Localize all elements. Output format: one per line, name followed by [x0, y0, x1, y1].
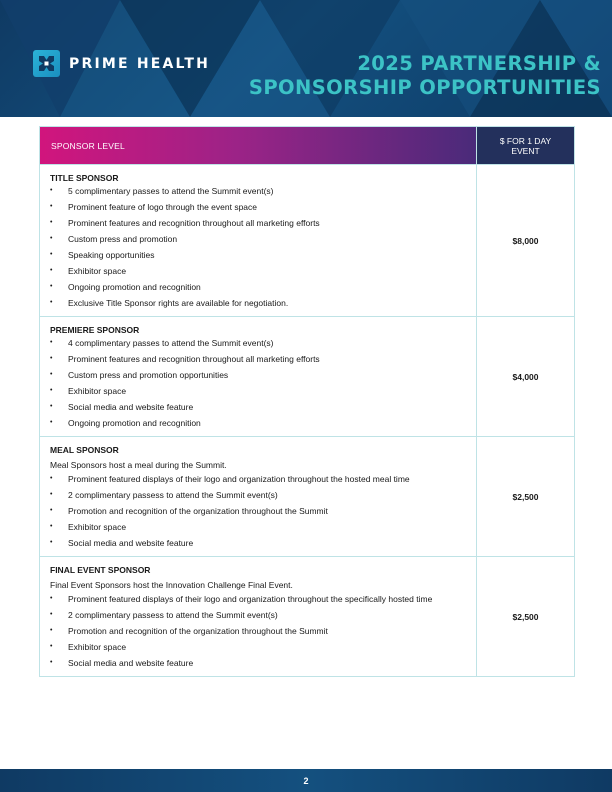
sponsor-description-cell [40, 557, 476, 676]
list-item: • Custom press and promotion [50, 234, 466, 244]
benefit-list [50, 594, 466, 668]
benefit-list [50, 186, 466, 308]
list-item: • Ongoing promotion and recognition [50, 282, 466, 292]
sponsor-description-cell [40, 317, 476, 436]
plus-cross-icon [33, 50, 60, 77]
list-item: • 5 complimentary passes to attend the Summit event(s) [50, 186, 466, 196]
list-item: • Exclusive Title Sponsor rights are available for negotiation. [50, 298, 466, 308]
list-item: • Exhibitor space [50, 642, 466, 652]
sponsor-price: $8,000 [476, 165, 574, 316]
list-item: • Exhibitor space [50, 266, 466, 276]
sponsor-level-title: FINAL EVENT SPONSOR [50, 565, 151, 575]
sponsor-intro: Final Event Sponsors host the Innovation Challenge Final Event. [50, 580, 293, 590]
list-item: • Prominent featured displays of their logo and organization throughout the specifically hosted time [50, 594, 466, 604]
sponsor-level-title: PREMIERE SPONSOR [50, 325, 140, 335]
sponsor-price: $4,000 [476, 317, 574, 436]
sponsor-description-cell [40, 437, 476, 556]
table-header-row [40, 127, 574, 164]
column-header-sponsor-level: SPONSOR LEVEL [40, 127, 476, 164]
list-item: • Speaking opportunities [50, 250, 466, 260]
page-title-line-1: 2025 PARTNERSHIP & [357, 52, 601, 75]
sponsor-level-title: MEAL SPONSOR [50, 445, 119, 455]
table-row [40, 556, 574, 676]
list-item: • Social media and website feature [50, 402, 466, 412]
page-title-line-2: SPONSORSHIP OPPORTUNITIES [248, 76, 601, 99]
table-row [40, 436, 574, 556]
list-item: • Ongoing promotion and recognition [50, 418, 466, 428]
table-row [40, 316, 574, 436]
brand-logo [33, 50, 210, 77]
list-item: • Custom press and promotion opportunities [50, 370, 466, 380]
page-title [249, 52, 601, 100]
list-item: • 2 complimentary passess to attend the Summit event(s) [50, 610, 466, 620]
page-footer [0, 769, 612, 792]
sponsor-price: $2,500 [476, 437, 574, 556]
list-item: • Prominent featured displays of their logo and organization throughout the hosted meal time [50, 474, 466, 484]
list-item: • Social media and website feature [50, 538, 466, 548]
sponsor-level-title: TITLE SPONSOR [50, 173, 119, 183]
sponsorship-table [39, 126, 575, 677]
benefit-list [50, 474, 466, 548]
list-item: • 2 complimentary passess to attend the Summit event(s) [50, 490, 466, 500]
sponsor-price: $2,500 [476, 557, 574, 676]
sponsor-description-cell [40, 165, 476, 316]
column-header-price: $ FOR 1 DAY EVENT [476, 127, 574, 164]
benefit-list [50, 338, 466, 428]
list-item: • Social media and website feature [50, 658, 466, 668]
list-item: • Prominent features and recognition throughout all marketing efforts [50, 218, 466, 228]
brand-name: PRIME HEALTH [69, 55, 211, 72]
list-item: • Prominent feature of logo through the event space [50, 202, 466, 212]
list-item: • Exhibitor space [50, 386, 466, 396]
sponsor-intro: Meal Sponsors host a meal during the Summit. [50, 460, 227, 470]
list-item: • Promotion and recognition of the organization throughout the Summit [50, 506, 466, 516]
list-item: • Prominent features and recognition throughout all marketing efforts [50, 354, 466, 364]
list-item: • Exhibitor space [50, 522, 466, 532]
table-row [40, 164, 574, 316]
page-header [0, 0, 612, 117]
list-item: • 4 complimentary passes to attend the Summit event(s) [50, 338, 466, 348]
page-number: 2 [303, 775, 309, 786]
list-item: • Promotion and recognition of the organization throughout the Summit [50, 626, 466, 636]
